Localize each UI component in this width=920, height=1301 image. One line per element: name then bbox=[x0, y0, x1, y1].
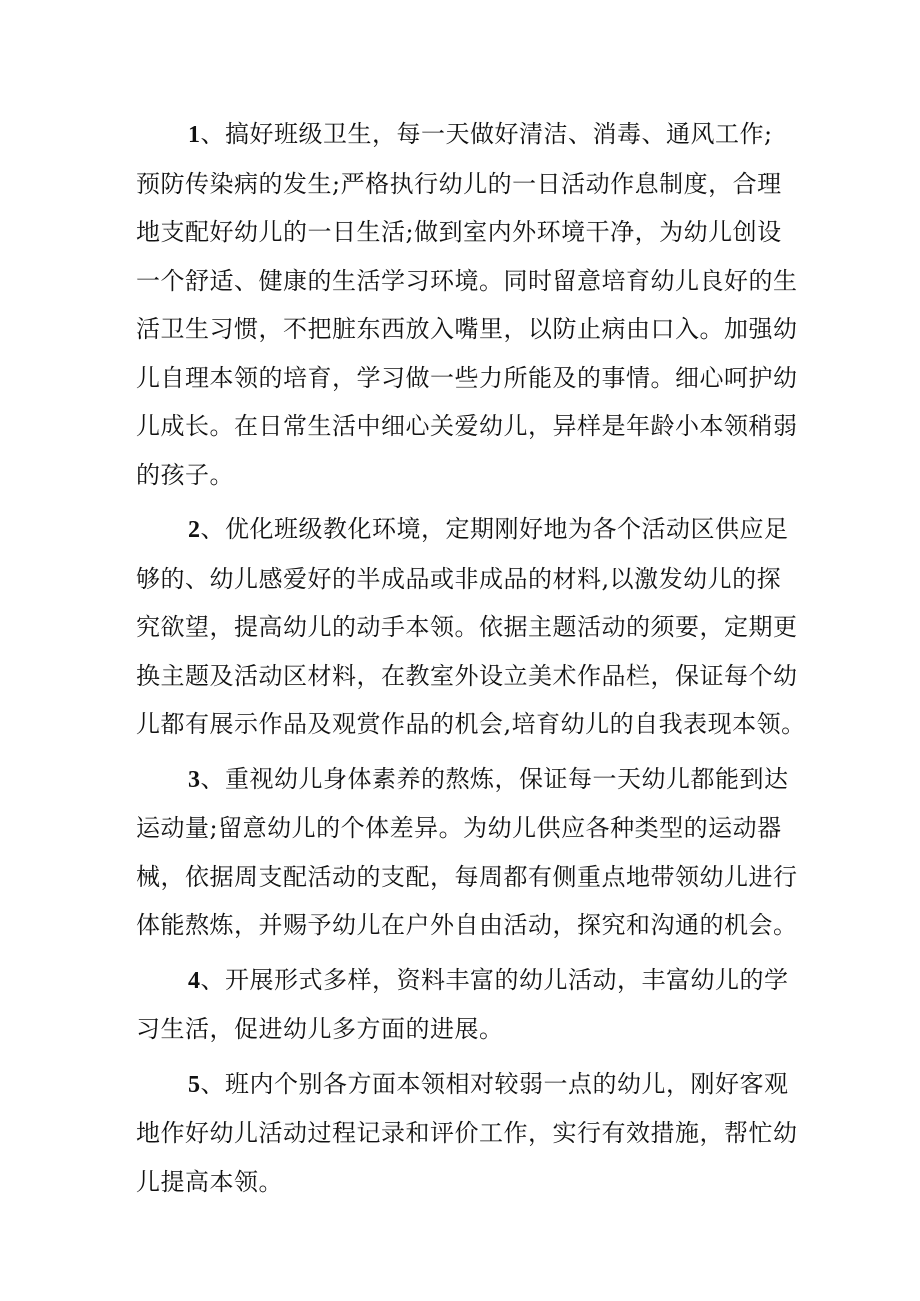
paragraph-line: 习生活，促进幼儿多方面的进展。 bbox=[136, 1015, 504, 1043]
paragraph-3 bbox=[136, 755, 796, 950]
paragraph-line: 儿提高本领。 bbox=[136, 1167, 283, 1196]
paragraph-number: 3 bbox=[188, 766, 201, 793]
paragraph-line bbox=[136, 1060, 796, 1110]
paragraph-line: 的孩子。 bbox=[136, 460, 234, 489]
paragraph-number: 1 bbox=[188, 122, 201, 148]
line-text: 、优化班级教化环境，定期刚好地为各个活动区供应足 bbox=[200, 515, 789, 543]
line-text: 、搞好班级卫生，每一天做好清洁、消毒、通风工作; bbox=[200, 120, 773, 148]
paragraph-line: 预防传染病的发生;严格执行幼儿的一日活动作息制度，合理 bbox=[136, 169, 782, 198]
paragraph-line: 地作好幼儿活动过程记录和评价工作，实行有效措施，帮忙幼 bbox=[136, 1119, 798, 1147]
paragraph-line: 换主题及活动区材料，在教室外设立美术作品栏，保证每个幼 bbox=[136, 661, 798, 690]
line-text: 、开展形式多样，资料丰富的幼儿活动，丰富幼儿的学 bbox=[200, 965, 789, 994]
document-body bbox=[136, 110, 806, 1206]
paragraph-line bbox=[136, 755, 796, 805]
paragraph-number: 5 bbox=[188, 1071, 201, 1098]
paragraph-1 bbox=[136, 110, 796, 499]
paragraph-4 bbox=[136, 956, 796, 1054]
line-text: 、班内个别各方面本领相对较弱一点的幼儿，刚好客观 bbox=[200, 1069, 789, 1098]
paragraph-line: 运动量;留意幼儿的个体差异。为幼儿供应各种类型的运动器 bbox=[136, 814, 782, 842]
paragraph-line: 体能熬炼，并赐予幼儿在户外自由活动，探究和沟通的机会。 bbox=[136, 911, 798, 939]
paragraph-line: 一个舒适、健康的生活学习环境。同时留意培育幼儿良好的生 bbox=[136, 266, 798, 295]
paragraph-line: 儿自理本领的培育，学习做一些力所能及的事情。细心呵护幼 bbox=[136, 363, 798, 392]
paragraph-line: 活卫生习惯，不把脏东西放入嘴里，以防止病由口入。加强幼 bbox=[136, 315, 798, 343]
paragraph-line: 械，依据周支配活动的支配，每周都有侧重点地带领幼儿进行 bbox=[136, 862, 798, 891]
paragraph-line: 究欲望，提高幼儿的动手本领。依据主题活动的须要，定期更 bbox=[136, 613, 798, 641]
paragraph-line bbox=[136, 505, 796, 555]
paragraph-line bbox=[136, 110, 796, 160]
line-text: 、重视幼儿身体素养的熬炼，保证每一天幼儿都能到达 bbox=[200, 764, 789, 793]
paragraph-number: 4 bbox=[188, 967, 201, 994]
paragraph-line: 儿都有展示作品及观赏作品的机会,培育幼儿的自我表现本领。 bbox=[136, 710, 806, 738]
paragraph-2 bbox=[136, 505, 806, 749]
paragraph-line bbox=[136, 956, 796, 1006]
paragraph-line: 儿成长。在日常生活中细心关爱幼儿，异样是年龄小本领稍弱 bbox=[136, 412, 798, 440]
paragraph-line: 地支配好幼儿的一日生活;做到室内外环境干净，为幼儿创设 bbox=[136, 218, 782, 246]
paragraph-5 bbox=[136, 1060, 796, 1207]
paragraph-number: 2 bbox=[188, 517, 201, 543]
paragraph-line: 够的、幼儿感爱好的半成品或非成品的材料,以激发幼儿的探 bbox=[136, 564, 782, 593]
